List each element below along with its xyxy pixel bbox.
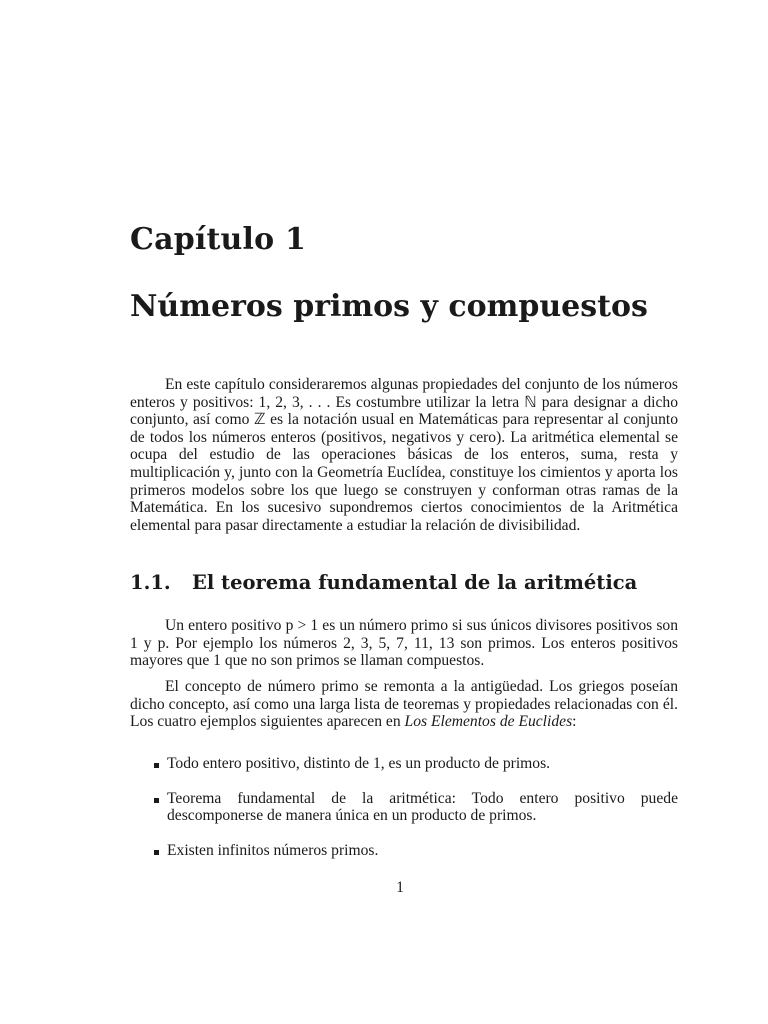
history-paragraph-text: El concepto de número primo se remonta a la antigüedad. Los griegos poseían dicho concepto, así como una larga lista de teoremas y propiedades relacionadas con él. Los cuatro ejemplos siguientes aparecen en: [130, 678, 678, 731]
examples-list: [130, 755, 678, 859]
list-item-text: Teorema fundamental de la aritmética: Todo entero positivo puede descomponerse de manera única en un producto de primos.: [167, 789, 678, 825]
square-bullet-icon: [154, 798, 159, 803]
list-item: [130, 790, 678, 825]
intro-paragraph: En este capítulo consideraremos algunas propiedades del conjunto de los números enteros y positivos: 1, 2, 3, . . . Es costumbre utilizar la letra ℕ para designar a dicho conjunto, así como ℤ es la notación usual en Matemáticas para representar al conjunto de todos los números enteros (positivos, negativos y cero). La aritmética elemental se ocupa del estudio de las operaciones básicas de los enteros, suma, resta y multiplicación y, junto con la Geometría Euclídea, constituye los cimientos y aporta los primeros modelos sobre los que luego se construyen y conforman otras ramas de la Matemática. En los sucesivo supondremos ciertos conocimientos de la Aritmética elemental para pasar directamente a estudiar la relación de divisibilidad.: [130, 376, 678, 534]
history-paragraph: [130, 678, 678, 731]
list-item: [130, 842, 678, 860]
square-bullet-icon: [154, 763, 159, 768]
section-title: El teorema fundamental de la aritmética: [192, 571, 638, 594]
list-item-text: Existen infinitos números primos.: [167, 841, 379, 859]
euclid-elements-title: Los Elementos de Euclides: [404, 713, 573, 731]
chapter-label: Capítulo 1: [130, 222, 307, 257]
history-paragraph-end: :: [572, 713, 577, 731]
section-heading: [130, 571, 637, 594]
list-item: [130, 755, 678, 773]
prime-definition-paragraph: Un entero positivo p > 1 es un número primo si sus únicos divisores positivos son 1 y p. Por ejemplo los números 2, 3, 5, 7, 11, 13 son primos. Los enteros positivos mayores que 1 que no son primos se llaman compuestos.: [130, 617, 678, 670]
square-bullet-icon: [154, 850, 159, 855]
page-number: 1: [396, 879, 404, 896]
list-item-text: Todo entero positivo, distinto de 1, es un producto de primos.: [167, 755, 551, 772]
section-number: 1.1.: [130, 571, 171, 594]
chapter-title: Números primos y compuestos: [130, 289, 648, 324]
